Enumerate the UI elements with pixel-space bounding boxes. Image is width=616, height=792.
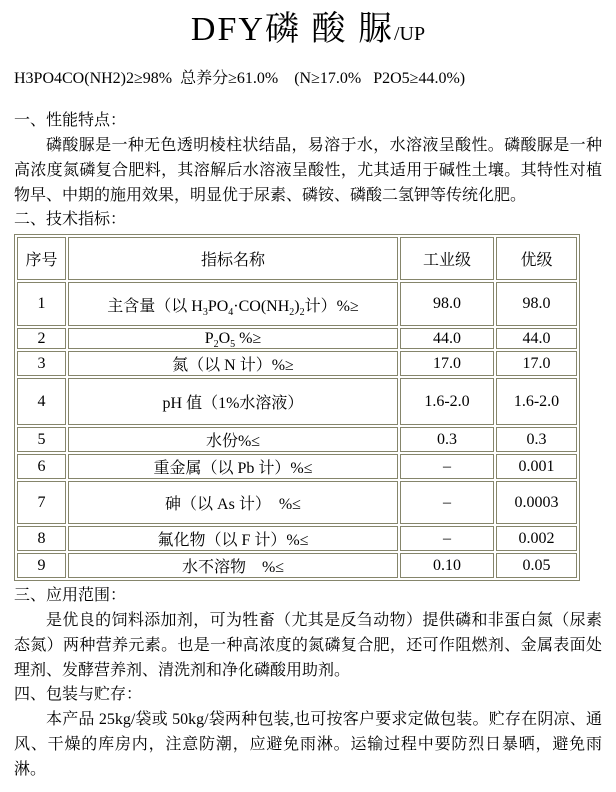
performance-body: 磷酸脲是一种无色透明棱柱状结晶，易溶于水，水溶液呈酸性。磷酸脲是一种高浓度氮磷复合肥料，其溶解后水溶液呈酸性，尤其适用于碱性土壤。其特性对植物早、中期的施用效果，明显优于尿素、磷铵、磷酸二氢钾等传统化肥。 [14,137,602,204]
indicator-name-cell: pH 值（1%水溶液） [68,378,398,425]
premium-grade-cell: 0.3 [496,427,577,452]
page-title [14,6,602,57]
spec-table-row [17,427,577,452]
spec-table-row [17,378,577,425]
row-number-cell: 3 [17,351,66,376]
spec-table-row [17,553,577,578]
premium-grade-cell: 0.0003 [496,481,577,524]
indicator-name-cell: 氮（以 N 计）%≥ [68,351,398,376]
product-title-suffix: /UP [393,23,426,45]
premium-grade-cell: 98.0 [496,282,577,326]
column-header: 指标名称 [68,237,398,280]
indicator-name-cell: 重金属（以 Pb 计）%≤ [68,454,398,479]
indicator-name-cell: 水不溶物 %≤ [68,553,398,578]
indicator-name-cell: 砷（以 As 计） %≤ [68,481,398,524]
row-number-cell: 2 [17,328,66,349]
row-number-cell: 6 [17,454,66,479]
spec-table-row [17,454,577,479]
spec-table-row [17,481,577,524]
premium-grade-cell: 0.05 [496,553,577,578]
section-heading-application: 三、应用范围： [14,587,127,604]
column-header: 工业级 [400,237,494,280]
industrial-grade-cell: 0.3 [400,427,494,452]
spec-table-row [17,526,577,551]
premium-grade-cell: 44.0 [496,328,577,349]
row-number-cell: 5 [17,427,66,452]
indicator-name-cell: 氟化物（以 F 计）%≤ [68,526,398,551]
section-heading-performance: 一、性能特点： [14,112,127,129]
industrial-grade-cell: – [400,526,494,551]
formula-line: H3PO4CO(NH2)2≥98% 总养分≥61.0% (N≥17.0% P2O5≥44.0%) [14,70,466,87]
product-title-text: DFY磷 酸 脲 [190,11,394,48]
industrial-grade-cell: 1.6-2.0 [400,378,494,425]
column-header: 优级 [496,237,577,280]
application-body: 是优良的饲料添加剂，可为牲畜（尤其是反刍动物）提供磷和非蛋白氮（尿素态氮）两种营养元素。也是一种高浓度的氮磷复合肥，还可作阻燃剂、金属表面处理剂、发酵营养剂、清洗剂和净化磷酸用助剂。 [14,612,602,679]
row-number-cell: 8 [17,526,66,551]
indicator-name-cell: $P_2O_5$ %≥ [68,328,398,349]
spec-table [14,234,580,581]
row-number-cell: 4 [17,378,66,425]
industrial-grade-cell: – [400,454,494,479]
spec-table-row [17,328,577,349]
row-number-cell: 9 [17,553,66,578]
row-number-cell: 7 [17,481,66,524]
premium-grade-cell: 17.0 [496,351,577,376]
spec-table-header-row [17,237,577,280]
industrial-grade-cell: 17.0 [400,351,494,376]
indicator-name-cell: 水份%≤ [68,427,398,452]
packaging-body: 本产品 25kg/袋或 50kg/袋两种包装,也可按客户要求定做包装。贮存在阴凉、通风、干燥的库房内，注意防潮，应避免雨淋。运输过程中要防烈日暴晒，避免雨淋。 [14,711,602,778]
section-heading-packaging: 四、包装与贮存： [14,686,143,703]
premium-grade-cell: 0.002 [496,526,577,551]
row-number-cell: 1 [17,282,66,326]
industrial-grade-cell: 44.0 [400,328,494,349]
premium-grade-cell: 1.6-2.0 [496,378,577,425]
industrial-grade-cell: 0.10 [400,553,494,578]
industrial-grade-cell: 98.0 [400,282,494,326]
column-header: 序号 [17,237,66,280]
indicator-name-cell: 主含量（以 $H_3PO_4\cdot CO(NH_2)_2$计）%≥ [68,282,398,326]
spec-table-row [17,351,577,376]
section-heading-specs: 二、技术指标： [14,211,127,228]
spec-table-row [17,282,577,326]
industrial-grade-cell: – [400,481,494,524]
premium-grade-cell: 0.001 [496,454,577,479]
